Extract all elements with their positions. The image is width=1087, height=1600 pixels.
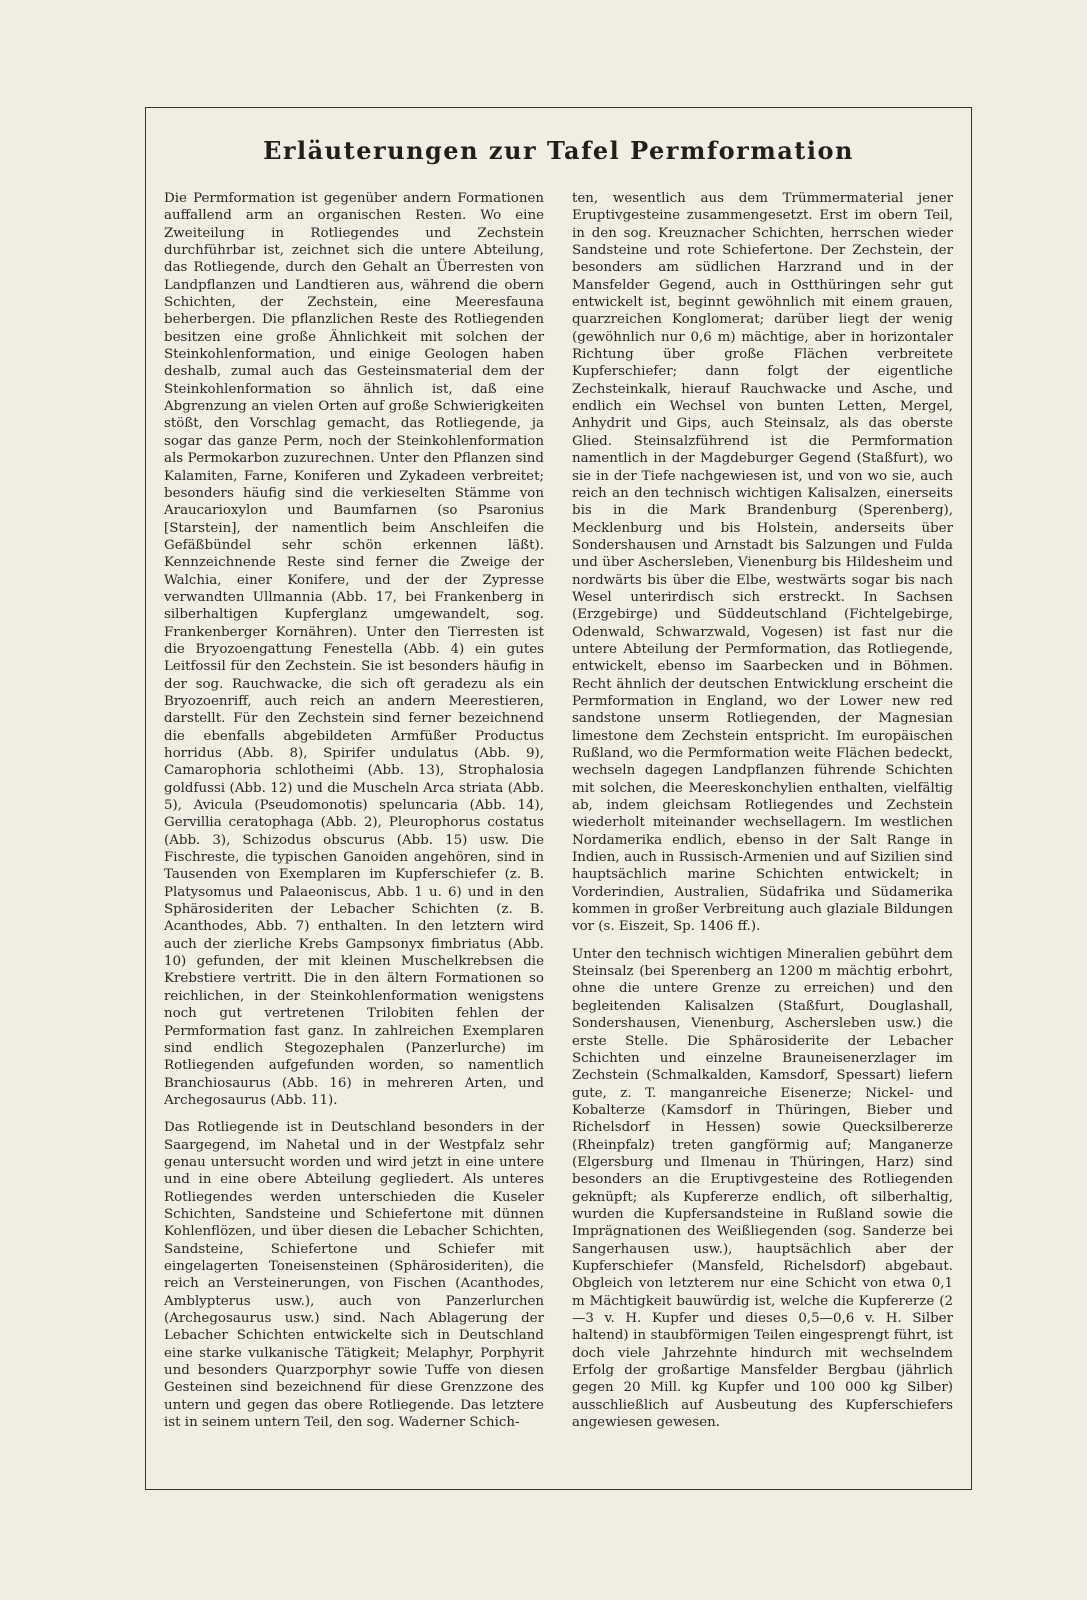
paragraph-fossils: Die Permformation ist gegenüber andern Formationen auffallend arm an organischen Resten. Wo eine Zweiteilung in Rotliegendes und Zechstein durchführbar ist, zeichnet sich die untere Abteilung, das Rotliegende, durch den Gehalt an Überresten von Landpflanzen und Landtieren aus, während die obern Schichten, der Zechstein, eine Meeresfauna beherbergen. Die pflanzlichen Reste des Rotliegenden besitzen eine große Ähnlichkeit mit solchen der Steinkohlenformation, und einige Geologen haben deshalb, zumal auch das Gesteinsmaterial dem der Steinkohlenformation so ähnlich ist, daß eine Abgrenzung an vielen Orten auf große Schwierigkeiten stößt, den Vorschlag gemacht, das Rotliegende, ja sogar das ganze Perm, noch der Steinkohlenformation als Permokarbon zuzurechnen. Unter den Pflanzen sind Kalamiten, Farne, Koniferen und Zykadeen verbreitet; besonders häufig sind die verkieselten Stämme von Araucarioxylon und Baumfarnen (so Psaronius [Starstein], der namentlich beim Anschleifen die Gefäßbündel sehr schön erkennen läßt). Kennzeichnende Reste sind ferner die Zweige der Walchia, einer Konifere, und der der Zypresse verwandten Ullmannia (Abb. 17, bei Frankenberg in silberhaltigen Kupferglanz umgewandelt, sog. Frankenberger Kornähren). Unter den Tierresten ist die Bryozoengattung Fenestella (Abb. 4) ein gutes Leitfossil für den Zechstein. Sie ist besonders häufig in der sog. Rauchwacke, die sich oft geradezu als ein Bryozoenriff, auch reich an andern Meerestieren, darstellt. Für den Zechstein sind ferner bezeichnend die ebenfalls abgebildeten Armfüßer Productus horridus (Abb. 8), Spirifer undulatus (Abb. 9), Camarophoria schlotheimi (Abb. 13), Strophalosia goldfussi (Abb. 12) und die Muscheln Arca striata (Abb. 5), Avicula (Pseudomonotis) speluncaria (Abb. 14), Gervillia ceratophaga (Abb. 2), Pleurophorus costatus (Abb. 3), Schizodus obscurus (Abb. 15) usw. Die Fischreste, die typischen Ganoiden angehören, sind in Tausenden von Exemplaren im Kupferschiefer (z. B. Platysomus und Palaeoniscus, Abb. 1 u. 6) und in den Sphärosideriten der Lebacher Schichten (z. B. Acanthodes, Abb. 7) enthalten. In den letztern wird auch der zierliche Krebs Gampsonyx fimbriatus (Abb. 10) gefunden, der mit kleinen Muschelkrebsen die Krebstiere vertritt. Die in den ältern Formationen so reichlichen, in der Steinkohlenformation wenigstens noch gut vertretenen Trilobiten fehlen der Permformation fast ganz. In zahlreichen Exemplaren sind endlich Stegozephalen (Panzerlurche) im Rotliegenden aufgefunden worden, so namentlich Branchiosaurus (Abb. 16) in mehreren Arten, und Archegosaurus (Abb. 11). bbox=[164, 191, 544, 1108]
paragraph-zechstein: ten, wesentlich aus dem Trümmermaterial jener Eruptivgesteine zusammengesetzt. Erst im obern Teil, in den sog. Kreuznacher Schichten, herrschen wieder Sandsteine und rote Schiefertone. Der Zechstein, der besonders am südlichen Harzrand und in der Mansfelder Gegend, auch in Ostthüringen sehr gut entwickelt ist, beginnt gewöhnlich mit einem grauen, quarzreichen Konglomerat; darüber liegt der wenig (gewöhnlich nur 0,6 m) mächtige, aber in horizontaler Richtung über große Flächen verbreitete Kupferschiefer; dann folgt der eigentliche Zechsteinkalk, hierauf Rauchwacke und Asche, und endlich ein Wechsel von bunten Letten, Mergel, Anhydrit und Gips, auch Steinsalz, als das oberste Glied. Steinsalzführend ist die Permformation namentlich in der Magdeburger Gegend (Staßfurt), wo sie in der Tiefe nachgewiesen ist, und von wo sie, auch reich an den technisch wichtigen Kalisalzen, einerseits bis in die Mark Brandenburg (Sperenberg), Mecklenburg und bis Holstein, anderseits über Sondershausen und Arnstadt bis Salzungen und Fulda und über Aschersleben, Vienenburg bis Hildesheim und nordwärts bis über die Elbe, westwärts sogar bis nach Wesel unterirdisch sich erstreckt. In Sachsen (Erzgebirge) und Süddeutschland (Fichtelgebirge, Odenwald, Schwarzwald, Vogesen) ist fast nur die untere Abteilung der Permformation, das Rotliegende, entwickelt, ebenso im Saarbecken und in Böhmen. Recht ähnlich der deutschen Entwicklung erscheint die Permformation in England, wo der Lower new red sandstone unserm Rotliegenden, der Magnesian limestone dem Zechstein entspricht. Im europäischen Rußland, wo die Permformation weite Flächen bedeckt, wechseln dagegen Landpflanzen führende Schichten mit solchen, die Meereskonchylien enthalten, vielfältig ab, indem gleichsam Rotliegendes und Zechstein wiederholt miteinander wechsellagern. Im westlichen Nordamerika endlich, ebenso in der Salt Range in Indien, auch in Russisch-Armenien und auf Sizilien sind hauptsächlich marine Schichten entwickelt; in Vorderindien, Australien, Südafrika und Südamerika kommen in großer Verbreitung auch glaziale Bildungen vor (s. Eiszeit, Sp. 1406 ff.). bbox=[572, 191, 953, 935]
left-column bbox=[164, 190, 544, 1441]
page-title: Erläuterungen zur Tafel Permformation bbox=[263, 136, 854, 165]
paragraph-rotliegendes: Das Rotliegende ist in Deutschland besonders in der Saargegend, im Nahetal und in der Westpfalz sehr genau untersucht worden und wird jetzt in eine untere und in eine obere Abteilung gegliedert. Als unteres Rotliegendes werden unterschieden die Kuseler Schichten, Sandsteine und Schiefertone mit dünnen Kohlenflözen, und über diesen die Lebacher Schichten, Sandsteine, Schiefertone und Schiefer mit eingelagerten Toneisensteinen (Sphärosideriten), die reich an Versteinerungen, von Fischen (Acanthodes, Amblypterus usw.), auch von Panzerlurchen (Archegosaurus usw.) sind. Nach Ablagerung der Lebacher Schichten entwickelte sich in Deutschland eine starke vulkanische Tätigkeit; Melaphyr, Porphyrit und besonders Quarzporphyr sowie Tuffe von diesen Gesteinen sind bezeichnend für diese Grenzzone des untern und gegen das obere Rotliegende. Das letztere ist in seinem untern Teil, den sog. Waderner Schich- bbox=[164, 1120, 544, 1431]
right-column bbox=[572, 190, 953, 1441]
paragraph-minerals: Unter den technisch wichtigen Mineralien gebührt dem Steinsalz (bei Sperenberg an 1200 m mächtig erbohrt, ohne die untere Grenze zu erreichen) und den begleitenden Kalisalzen (Staßfurt, Douglashall, Sondershausen, Vienenburg, Aschersleben usw.) die erste Stelle. Die Sphärosiderite der Lebacher Schichten und einzelne Brauneisenerzlager im Zechstein (Schmalkalden, Kamsdorf, Spessart) liefern gute, z. T. manganreiche Eisenerze; Nickel- und Kobalterze (Kamsdorf in Thüringen, Bieber und Richelsdorf in Hessen) sowie Quecksilbererze (Rheinpfalz) treten gangförmig auf; Manganerze (Elgersburg und Ilmenau in Thüringen, Harz) sind besonders an die Eruptivgesteine des Rotliegenden geknüpft; als Kupfererze endlich, oft silberhaltig, wurden die Kupfersandsteine in Rußland sowie die Imprägnationen des Weißliegenden (sog. Sanderze bei Sangerhausen usw.), hauptsächlich aber der Kupferschiefer (Mansfeld, Richelsdorf) abgebaut. Obgleich von letzterem nur eine Schicht von etwa 0,1 m Mächtigkeit bauwürdig ist, welche die Kupfererze (2—3 v. H. Kupfer und dieses 0,5—0,6 v. H. Silber haltend) in staubförmigen Teilen eingesprengt führt, ist doch viele Jahrzehnte hindurch mit wechselndem Erfolg der großartige Mansfelder Bergbau (jährlich gegen 20 Mill. kg Kupfer und 100 000 kg Silber) ausschließlich auf Ausbeutung des Kupferschiefers angewiesen gewesen. bbox=[572, 946, 953, 1431]
page-frame bbox=[145, 107, 972, 1490]
